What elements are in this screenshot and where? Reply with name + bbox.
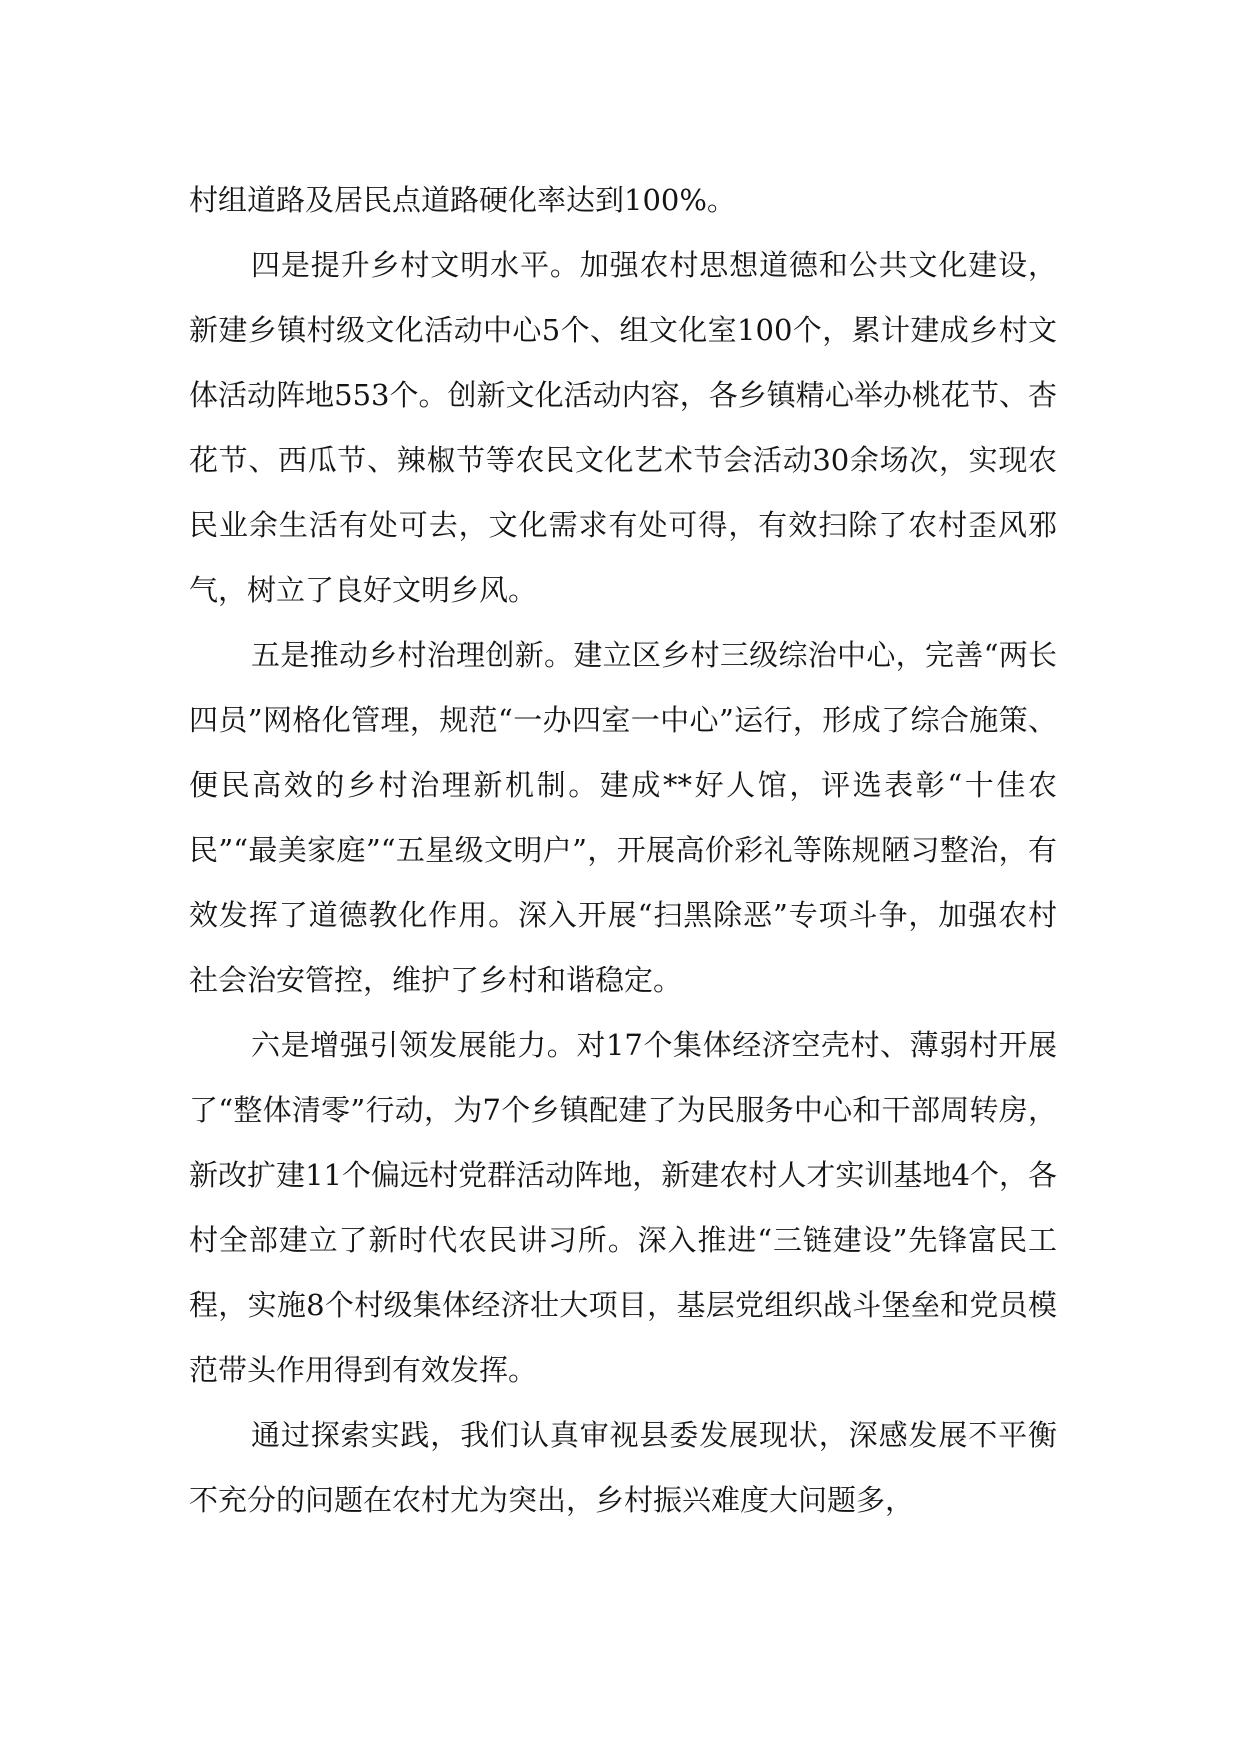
document-page — [189, 168, 1057, 1533]
paragraph-reflection: 通过探索实践，我们认真审视县委发展现状，深感发展不平衡不充分的问题在农村尤为突出，乡村振兴难度大问题多， — [189, 1418, 1057, 1517]
paragraph-leadership-capacity: 六是增强引领发展能力。对17个集体经济空壳村、薄弱村开展了“整体清零”行动，为7个乡镇配建了为民服务中心和干部周转房，新改扩建11个偏远村党群活动阵地，新建农村人才实训基地4个，各村全部建立了新时代农民讲习所。深入推进“三链建设”先锋富民工程，实施8个村级集体经济壮大项目，基层党组织战斗堡垒和党员模范带头作用得到有效发挥。 — [189, 1028, 1057, 1387]
paragraph-rural-governance: 五是推动乡村治理创新。建立区乡村三级综治中心，完善“两长四员”网格化管理，规范“一办四室一中心”运行，形成了综合施策、便民高效的乡村治理新机制。建成**好人馆，评选表彰“十佳农民”“最美家庭”“五星级文明户”，开展高价彩礼等陈规陋习整治，有效发挥了道德教化作用。深入开展“扫黑除恶”专项斗争，加强农村社会治安管控，维护了乡村和谐稳定。 — [189, 638, 1057, 997]
paragraph-rural-civilization: 四是提升乡村文明水平。加强农村思想道德和公共文化建设，新建乡镇村级文化活动中心5个、组文化室100个，累计建成乡村文体活动阵地553个。创新文化活动内容，各乡镇精心举办桃花节、杏花节、西瓜节、辣椒节等农民文化艺术节会活动30余场次，实现农民业余生活有处可去，文化需求有处可得，有效扫除了农村歪风邪气，树立了良好文明乡风。 — [189, 248, 1057, 607]
paragraph-continued: 村组道路及居民点道路硬化率达到100%。 — [189, 183, 736, 217]
